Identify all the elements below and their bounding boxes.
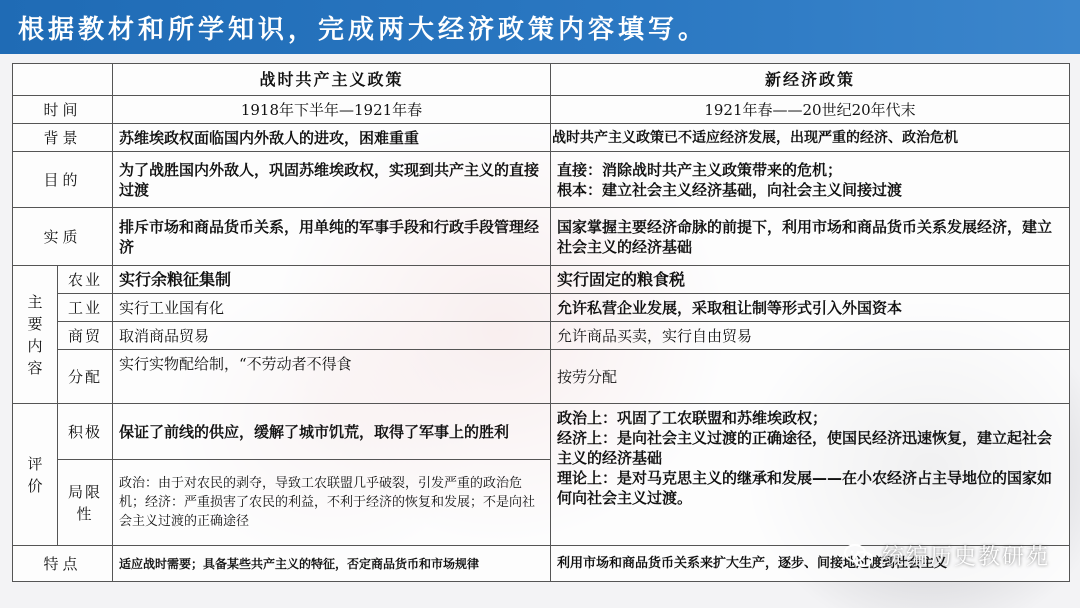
watermark (844, 540, 1050, 571)
group-label-char: 价 (27, 476, 43, 495)
row-label-agriculture: 农业 (58, 266, 113, 294)
nep-evaluation-line: 政治上：巩固了工农联盟和苏维埃政权； (557, 409, 828, 427)
row-label-purpose: 目的 (13, 152, 113, 208)
war-agriculture-cell: 实行余粮征集制 (113, 266, 551, 294)
war-essence-cell: 排斥市场和商品货币关系，用单纯的军事手段和行政手段管理经济 (113, 208, 551, 266)
table-row-agriculture (13, 266, 1070, 294)
row-label-features: 特点 (13, 546, 113, 582)
row-label-limitation-line: 局限 (67, 482, 102, 501)
group-label-char: 要 (27, 314, 43, 333)
table-row-commerce (13, 322, 1070, 350)
group-label-char: 容 (27, 358, 43, 377)
nep-distribution-cell: 按劳分配 (551, 350, 1070, 404)
war-background-cell: 苏维埃政权面临国内外敌人的进攻，困难重重 (113, 124, 551, 152)
nep-agriculture-cell: 实行固定的粮食税 (551, 266, 1070, 294)
nep-evaluation-line: 经济上：是向社会主义过渡的正确途径，使国民经济迅速恢复，建立起社会主义的经济基础 (557, 429, 1053, 467)
policy-comparison-table (12, 63, 1070, 582)
group-label-char: 主 (27, 292, 43, 311)
table-row-essence (13, 208, 1070, 266)
war-distribution-cell: 实行实物配给制，“不劳动者不得食 (113, 350, 551, 404)
group-label-char: 内 (27, 336, 43, 355)
wechat-icon (844, 543, 874, 569)
nep-essence-cell: 国家掌握主要经济命脉的前提下，利用市场和商品货币关系发展经济，建立社会主义的经济基础 (551, 208, 1070, 266)
nep-industry-cell: 允许私营企业发展，采取租让制等形式引入外国资本 (551, 294, 1070, 322)
nep-purpose-line: 直接：消除战时共产主义政策带来的危机； (557, 160, 843, 179)
nep-commerce-cell: 允许商品买卖，实行自由贸易 (551, 322, 1070, 350)
group-label-char: 评 (27, 454, 43, 473)
row-label-commerce: 商贸 (58, 322, 113, 350)
row-label-positive: 积极 (58, 404, 113, 460)
slide-title: 根据教材和所学知识，完成两大经济政策内容填写。 (0, 0, 1080, 54)
nep-purpose-cell (551, 152, 1070, 208)
table-row-distribution (13, 350, 1070, 404)
nep-evaluation-line: 理论上：是对马克思主义的继承和发展——在小农经济占主导地位的国家如何向社会主义过渡。 (557, 469, 1053, 507)
war-time-cell: 1918年下半年—1921年春 (113, 96, 551, 124)
row-label-distribution: 分配 (58, 350, 113, 404)
war-industry-cell: 实行工业国有化 (113, 294, 551, 322)
corner-cell (13, 64, 113, 96)
nep-purpose-line: 根本：建立社会主义经济基础，向社会主义间接过渡 (557, 180, 903, 199)
table-row-background (13, 124, 1070, 152)
nep-features-cell: 利用市场和商品货币关系来扩大生产，逐步、间接地过渡到社会主义 (551, 546, 1070, 582)
war-commerce-cell: 取消商品贸易 (113, 322, 551, 350)
row-label-background: 背景 (13, 124, 113, 152)
war-limitation-cell: 政治：由于对农民的剥夺，导致工农联盟几乎破裂，引发严重的政治危机；经济：严重损害了农民的利益，不利于经济的恢复和发展；不是向社会主义过渡的正确途径 (113, 460, 551, 546)
evaluation-group-label (13, 404, 58, 546)
table-row-industry (13, 294, 1070, 322)
row-label-time: 时间 (13, 96, 113, 124)
row-label-limitation (58, 460, 113, 546)
header-new-economic-policy: 新经济政策 (551, 64, 1070, 96)
table-row-purpose (13, 152, 1070, 208)
nep-time-cell: 1921年春——20世纪20年代末 (551, 96, 1070, 124)
header-war-communism: 战时共产主义政策 (113, 64, 551, 96)
main-content-group-label (13, 266, 58, 404)
war-purpose-cell: 为了战胜国内外敌人，巩固苏维埃政权，实现到共产主义的直接过渡 (113, 152, 551, 208)
row-label-essence: 实质 (13, 208, 113, 266)
nep-evaluation-cell (551, 404, 1070, 546)
row-label-limitation-line: 性 (76, 504, 94, 523)
table-row-positive (13, 404, 1070, 460)
watermark-text: 统编历史教研苑 (881, 545, 1050, 570)
war-positive-cell: 保证了前线的供应，缓解了城市饥荒，取得了军事上的胜利 (113, 404, 551, 460)
table-row-time (13, 96, 1070, 124)
war-features-cell: 适应战时需要；具备某些共产主义的特征，否定商品货币和市场规律 (113, 546, 551, 582)
row-label-industry: 工业 (58, 294, 113, 322)
nep-background-cell: 战时共产主义政策已不适应经济发展，出现严重的经济、政治危机 (551, 124, 1070, 152)
header-row (13, 64, 1070, 96)
